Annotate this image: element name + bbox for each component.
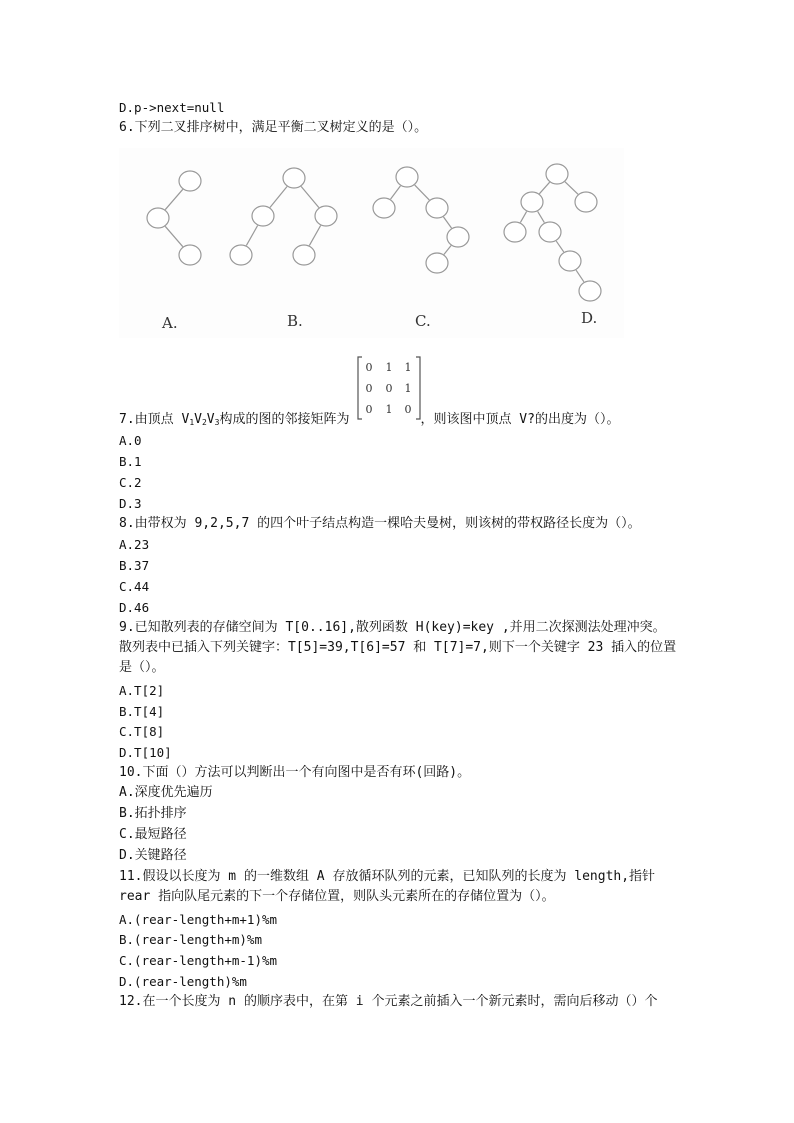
binary-tree-figure <box>119 148 624 338</box>
tree-label-b: B. <box>287 312 303 330</box>
tree-node <box>504 222 526 242</box>
tree-node <box>396 167 418 187</box>
question-11-cont: rear 指向队尾元素的下一个存储位置，则队头元素所在的存储位置为（）。 <box>119 889 555 904</box>
option-line: B.1 <box>119 454 142 469</box>
matrix-cell: 0 <box>385 382 393 395</box>
option-line: D.p->next=null <box>119 100 225 115</box>
option-line: A.T[2] <box>119 683 165 698</box>
option-line: C.2 <box>119 475 142 490</box>
matrix-cell: 0 <box>365 382 373 395</box>
question-9: 9.已知散列表的存储空间为 T[0..16],散列函数 H(key)=key ,并用二次探测法处理冲突。 <box>119 620 666 635</box>
matrix-cell: 1 <box>385 403 393 416</box>
tree-node <box>147 208 169 228</box>
option-line: D.关键路径 <box>119 848 187 863</box>
option-line: B.37 <box>119 558 150 573</box>
option-line: C.最短路径 <box>119 827 187 842</box>
matrix-cell: 0 <box>404 403 412 416</box>
tree-node <box>315 206 337 226</box>
question-9-cont: 是（）。 <box>119 660 165 675</box>
q7-text: V <box>206 412 215 427</box>
option-line: C.44 <box>119 579 150 594</box>
tree-label-d: D. <box>581 309 598 327</box>
tree-node <box>579 281 601 301</box>
option-line: A.(rear-length+m+1)%m <box>119 912 278 927</box>
matrix-cell: 0 <box>365 361 373 374</box>
option-line: D.46 <box>119 600 150 615</box>
question-10: 10.下面（）方法可以判断出一个有向图中是否有环(回路)。 <box>119 765 471 780</box>
option-line: A.23 <box>119 537 150 552</box>
tree-node <box>575 192 597 212</box>
matrix-cell: 0 <box>365 403 373 416</box>
option-line: D.3 <box>119 496 142 511</box>
option-line: D.(rear-length)%m <box>119 974 247 989</box>
tree-node <box>539 222 561 242</box>
tree-node <box>521 192 543 212</box>
question-12: 12.在一个长度为 n 的顺序表中，在第 i 个元素之前插入一个新元素时，需向后移动（）个 <box>119 994 658 1009</box>
matrix-cell: 1 <box>404 361 412 374</box>
tree-node <box>230 245 252 265</box>
option-line: B.拓扑排序 <box>119 806 187 821</box>
option-line: B.(rear-length+m)%m <box>119 932 262 947</box>
question-8: 8.由带权为 9,2,5,7 的四个叶子结点构造一棵哈夫曼树，则该树的带权路径长度为（）。 <box>119 516 641 531</box>
option-line: D.T[10] <box>119 745 172 760</box>
tree-node <box>373 198 395 218</box>
option-line: C.T[8] <box>119 724 165 739</box>
q7-sub: 3 <box>214 418 220 427</box>
matrix-cell: 1 <box>404 382 412 395</box>
question-6: 6.下列二叉排序树中，满足平衡二叉树定义的是（）。 <box>119 120 428 135</box>
tree-node <box>179 171 201 191</box>
q7-text: 构成的图的邻接矩阵为 <box>219 412 350 427</box>
tree-label-c: C. <box>415 312 431 330</box>
option-line: B.T[4] <box>119 704 165 719</box>
question-9-cont: 散列表中已插入下列关键字：T[5]=39,T[6]=57 和 T[7]=7,则下一个关键字 23 插入的位置 <box>119 640 677 655</box>
tree-node <box>283 168 305 188</box>
tree-node <box>559 251 581 271</box>
tree-node <box>293 245 315 265</box>
q7-sub: 2 <box>201 418 207 427</box>
tree-label-a: A. <box>162 314 178 332</box>
tree-node <box>426 253 448 273</box>
tree-node <box>179 245 201 265</box>
q7-text: ，则该图中顶点 V?的出度为（）。 <box>420 412 620 427</box>
option-line: A.深度优先遍历 <box>119 785 213 800</box>
q7-text: 7.由顶点 V <box>119 412 190 427</box>
tree-node <box>447 227 469 247</box>
tree-node <box>546 164 568 184</box>
question-7 <box>119 410 619 433</box>
q7-text: V <box>194 412 202 427</box>
option-line: C.(rear-length+m-1)%m <box>119 953 278 968</box>
matrix-cell: 1 <box>385 361 393 374</box>
question-11: 11.假设以长度为 m 的一维数组 A 存放循环队列的元素，已知队列的长度为 length,指针 <box>119 869 656 884</box>
q7-sub: 1 <box>189 418 195 427</box>
option-line: A.0 <box>119 433 142 448</box>
tree-node <box>426 198 448 218</box>
tree-node <box>252 206 274 226</box>
